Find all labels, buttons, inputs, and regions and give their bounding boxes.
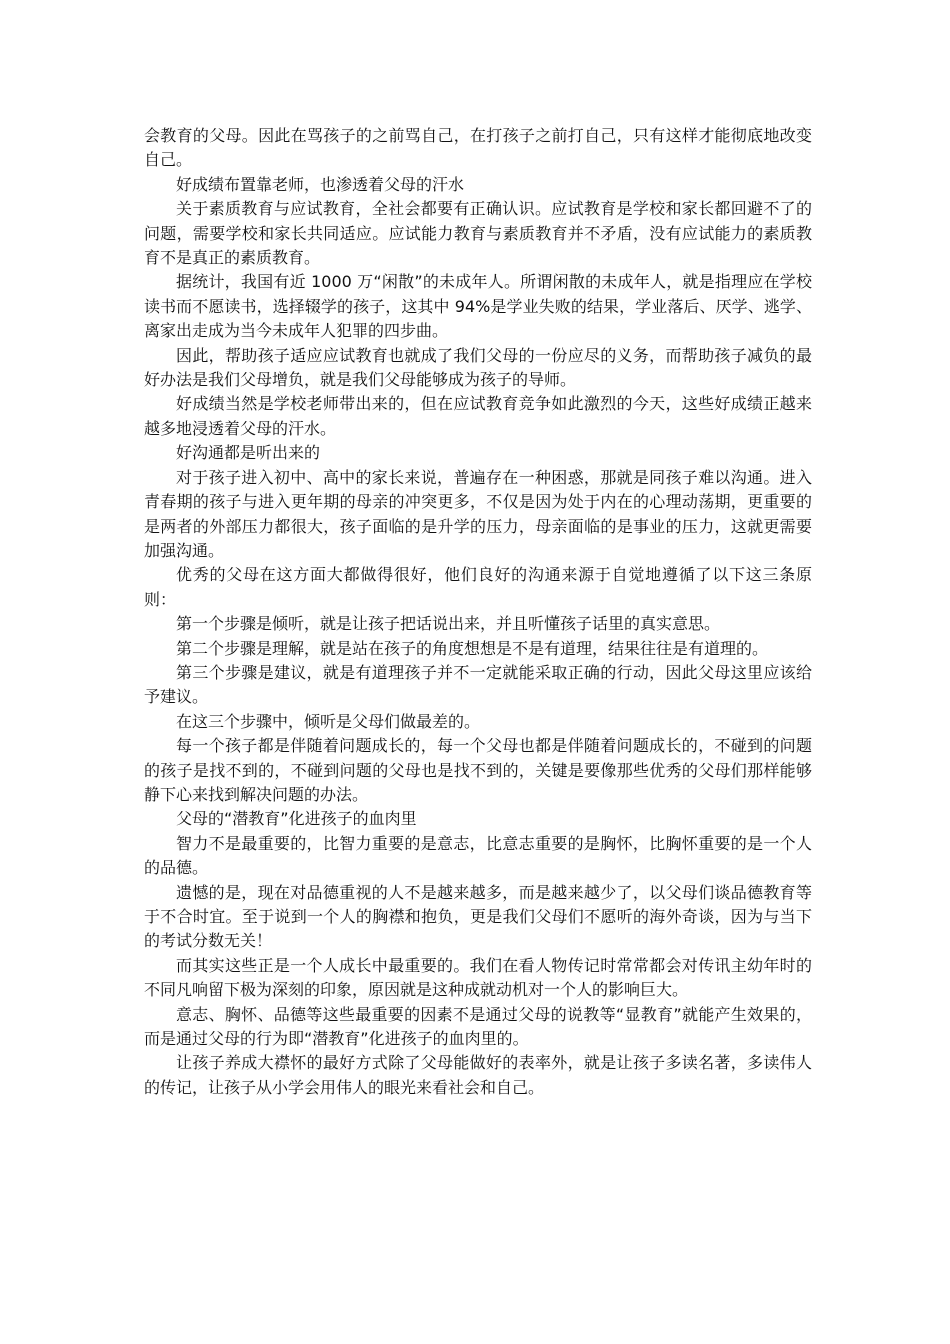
paragraph-step-one: 第一个步骤是倾听，就是让孩子把话说出来，并且听懂孩子话里的真实意思。 bbox=[176, 614, 721, 634]
paragraph: 据统计，我国有近 1000 万“闲散”的未成年人。所谓闲散的未成年人，就是指理应在学校读书而不愿读书，选择辍学的孩子，这其中 94%是学业失败的结果，学业落后、厌学、逃学、离家出走成为当今未成年人犯罪的四步曲。 bbox=[144, 272, 812, 341]
document-page bbox=[144, 124, 812, 1100]
paragraph-step-two: 第二个步骤是理解，就是站在孩子的角度想想是不是有道理，结果往往是有道理的。 bbox=[176, 638, 769, 658]
paragraph: 优秀的父母在这方面大都做得很好，他们良好的沟通来源于自觉地遵循了以下这三条原则： bbox=[144, 565, 812, 609]
paragraph: 关于素质教育与应试教育，全社会都要有正确认识。应试教育是学校和家长都回避不了的问题，需要学校和家长共同适应。应试能力教育与素质教育并不矛盾，没有应试能力的素质教育不是真正的素质教育。 bbox=[144, 199, 812, 268]
section-heading: 父母的“潜教育”化进孩子的血肉里 bbox=[176, 809, 417, 829]
section-heading: 好成绩布置靠老师，也渗透着父母的汗水 bbox=[176, 174, 465, 194]
section-heading: 好沟通都是听出来的 bbox=[176, 443, 321, 463]
paragraph-step-three: 第三个步骤是建议，就是有道理孩子并不一定就能采取正确的行动，因此父母这里应该给予建议。 bbox=[144, 662, 812, 707]
paragraph-continued: 会教育的父母。因此在骂孩子的之前骂自己，在打孩子之前打自己，只有这样才能彻底地改变自己。 bbox=[144, 126, 812, 170]
paragraph: 对于孩子进入初中、高中的家长来说，普遍存在一种困惑，那就是同孩子难以沟通。进入青春期的孩子与进入更年期的母亲的冲突更多，不仅是因为处于内在的心理动荡期，更重要的是两者的外部压力都很大，孩子面临的是升学的压力，母亲面临的是事业的压力，这就更需要加强沟通。 bbox=[144, 467, 812, 560]
paragraph: 智力不是最重要的，比智力重要的是意志，比意志重要的是胸怀，比胸怀重要的是一个人的品德。 bbox=[144, 833, 812, 878]
paragraph: 而其实这些正是一个人成长中最重要的。我们在看人物传记时常常都会对传讯主幼年时的不同凡响留下极为深刻的印象，原因就是这种成就动机对一个人的影响巨大。 bbox=[144, 955, 812, 1000]
paragraph: 因此，帮助孩子适应应试教育也就成了我们父母的一份应尽的义务，而帮助孩子减负的最好办法是我们父母增负，就是我们父母能够成为孩子的导师。 bbox=[144, 345, 812, 390]
paragraph: 好成绩当然是学校老师带出来的，但在应试教育竞争如此激烈的今天，这些好成绩正越来越多地浸透着父母的汗水。 bbox=[144, 394, 812, 438]
paragraph: 每一个孩子都是伴随着问题成长的，每一个父母也都是伴随着问题成长的，不碰到的问题的孩子是找不到的，不碰到问题的父母也是找不到的，关键是要像那些优秀的父母们那样能够静下心来找到解决问题的办法。 bbox=[144, 736, 812, 804]
paragraph: 让孩子养成大襟怀的最好方式除了父母能做好的表率外，就是让孩子多读名著，多读伟人的传记，让孩子从小学会用伟人的眼光来看社会和自己。 bbox=[144, 1053, 812, 1097]
paragraph: 在这三个步骤中，倾听是父母们做最差的。 bbox=[176, 711, 481, 731]
paragraph: 遗憾的是，现在对品德重视的人不是越来越多，而是越来越少了，以父母们谈品德教育等于不合时宜。至于说到一个人的胸襟和抱负，更是我们父母们不愿听的海外奇谈，因为与当下的考试分数无关！ bbox=[144, 882, 812, 951]
paragraph: 意志、胸怀、品德等这些最重要的因素不是通过父母的说教等“显教育”就能产生效果的，而是通过父母的行为即“潜教育”化进孩子的血肉里的。 bbox=[144, 1004, 812, 1049]
